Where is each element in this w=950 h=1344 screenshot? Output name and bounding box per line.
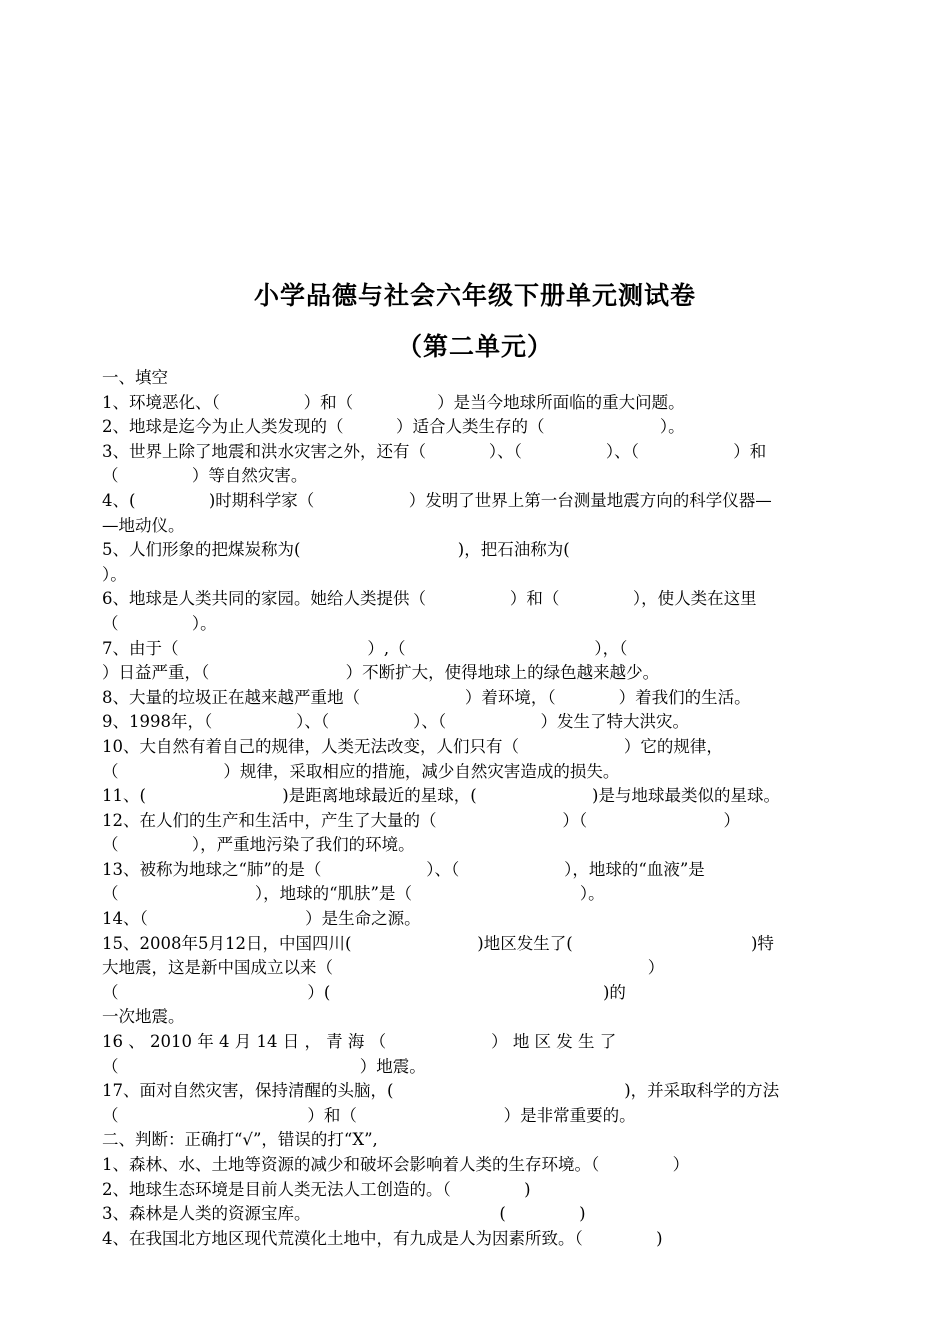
question-line: （ ）地震。 xyxy=(102,1056,426,1076)
question-line: 10、大自然有着自己的规律，人类无法改变，人们只有（ ）它的规律， xyxy=(102,736,723,756)
question-line: 3、森林是人类的资源宝库。 ( ) xyxy=(102,1204,586,1224)
question-line: ）。 xyxy=(102,564,127,584)
worksheet-body xyxy=(102,366,862,1251)
question-line: 大地震，这是新中国成立以来（ ） xyxy=(102,958,665,978)
question-line: 8、大量的垃圾正在越来越严重地（ ）着环境，（ ）着我们的生活。 xyxy=(102,687,751,707)
question-line: 9、1998年，（ ）、（ ）、（ ）发生了特大洪灾。 xyxy=(102,712,689,732)
question-line: 4、在我国北方地区现代荒漠化土地中，有九成是人为因素所致。（ ) xyxy=(102,1228,663,1248)
section-heading-true-false: 二、判断：正确打“√”，错误的打“X”, xyxy=(102,1130,378,1150)
question-line: （ ）( )的 xyxy=(102,982,626,1002)
question-line: 17、面对自然灾害，保持清醒的头脑，( )，并采取科学的方法 xyxy=(102,1081,780,1101)
question-line: 14、（ ）是生命之源。 xyxy=(102,909,421,929)
question-line: 15、2008年5月12日，中国四川( )地区发生了( )特 xyxy=(102,933,774,953)
question-line: 3、世界上除了地震和洪水灾害之外，还有（ ）、（ ）、（ ）和 xyxy=(102,441,767,461)
question-line: （ ），地球的“肌肤”是（ ）。 xyxy=(102,884,605,904)
question-line: 5、人们形象的把煤炭称为( )，把石油称为( xyxy=(102,540,570,560)
page-title: 小学品德与社会六年级下册单元测试卷 xyxy=(253,281,696,310)
question-line: （ ）。 xyxy=(102,613,217,633)
question-line: （ ），严重地污染了我们的环境。 xyxy=(102,835,415,855)
question-line: （ ）等自然灾害。 xyxy=(102,466,308,486)
question-line: 一次地震。 xyxy=(102,1007,185,1027)
question-line: 16 、 2010 年 4 月 14 日 ， 青 海 （ ） 地 区 发 生 了 xyxy=(102,1032,617,1052)
question-line: 4、( )时期科学家（ ）发明了世界上第一台测量地震方向的科学仪器— xyxy=(102,490,772,510)
section-heading-fill-blank: 一、填空 xyxy=(102,368,168,387)
question-line: （ ）和（ ）是非常重要的。 xyxy=(102,1105,636,1125)
question-line: 6、地球是人类共同的家园。她给人类提供（ ）和（ ），使人类在这里 xyxy=(102,589,757,609)
question-line: 13、被称为地球之“肺”的是（ ）、（ ），地球的“血液”是 xyxy=(102,859,705,879)
question-line: （ ）规律，采取相应的措施，减少自然灾害造成的损失。 xyxy=(102,761,620,781)
question-line: 12、在人们的生产和生活中，产生了大量的（ ）（ ） xyxy=(102,810,740,830)
question-line: 1、环境恶化、（ ）和（ ）是当今地球所面临的重大问题。 xyxy=(102,392,685,412)
question-line: 2、地球生态环境是目前人类无法人工创造的。（ ) xyxy=(102,1179,531,1199)
question-line: ）日益严重，（ ）不断扩大，使得地球上的绿色越来越少。 xyxy=(102,663,660,683)
question-line: 11、( )是距离地球最近的星球，( )是与地球最类似的星球。 xyxy=(102,786,780,806)
question-line: 7、由于（ ）,（ ），（ xyxy=(102,638,628,658)
question-line: —地动仪。 xyxy=(102,515,185,535)
question-line: 1、森林、水、土地等资源的减少和破坏会影响着人类的生存环境。（ ） xyxy=(102,1155,690,1174)
question-line: 2、地球是迄今为止人类发现的（ ）适合人类生存的（ ）。 xyxy=(102,417,685,437)
page-subtitle: （第二单元） xyxy=(396,332,553,361)
